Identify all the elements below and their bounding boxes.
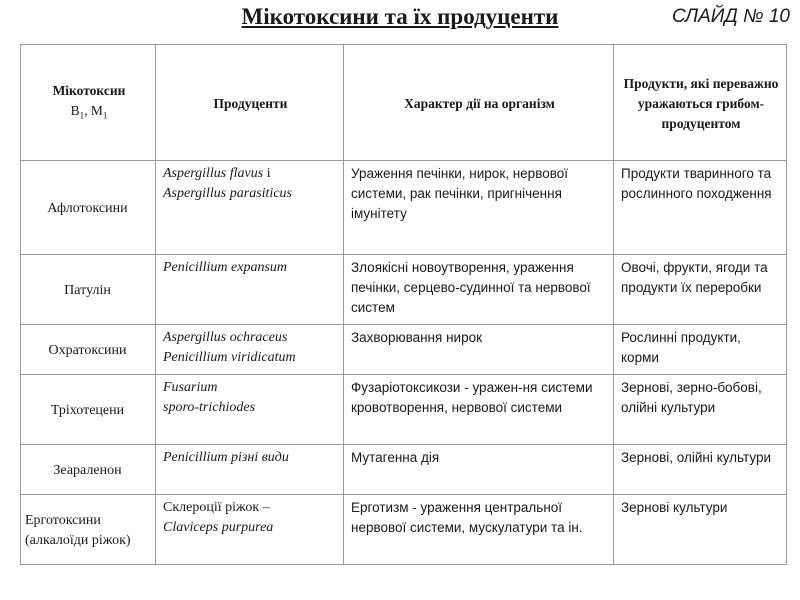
producer-conjunction: і xyxy=(263,166,271,181)
header-mycotoxin-label: Мікотоксин xyxy=(52,83,126,99)
producer-name: Penicillium expansum xyxy=(163,260,288,275)
effect-cell: Захворювання нирок xyxy=(344,325,614,375)
table-row xyxy=(21,255,787,325)
products-cell: Зернові, зерно-бобові, олійні культури xyxy=(614,375,787,445)
products-cell: Продукти тваринного та рослинного походження xyxy=(614,161,787,255)
toxin-name: Зеараленон xyxy=(21,445,156,495)
header-producers: Продуценти xyxy=(156,45,344,161)
table-row xyxy=(21,495,787,565)
slide-title: Мікотоксини та їх продуценти xyxy=(241,4,559,29)
products-cell: Зернові культури xyxy=(614,495,787,565)
producer-name: sporo-trichiodes xyxy=(163,400,256,415)
header-effect: Характер дії на організм xyxy=(344,45,614,161)
table-row xyxy=(21,325,787,375)
producer-name: Claviceps purpurea xyxy=(163,520,274,535)
slide-number: СЛАЙД № 10 xyxy=(671,6,790,27)
effect-cell: Ураження печінки, нирок, нервової системи, рак печінки, пригнічення імунітету xyxy=(344,161,614,255)
producer-cell xyxy=(156,495,344,565)
producer-cell xyxy=(156,255,344,325)
producer-name: Aspergillus ochraceus xyxy=(163,330,288,345)
products-cell: Зернові, олійні культури xyxy=(614,445,787,495)
toxin-name: Ерготоксини (алкалоїди ріжок) xyxy=(21,495,156,565)
mycotoxin-table xyxy=(20,44,787,565)
producer-cell xyxy=(156,161,344,255)
producer-cell xyxy=(156,445,344,495)
header-products: Продукти, які переважно уражаються грибом-продуцентом xyxy=(614,45,787,161)
producer-name: Fusarium xyxy=(163,380,218,395)
effect-cell: Фузаріотоксикози - уражен-ня системи кровотворення, нервової системи xyxy=(344,375,614,445)
toxin-name: Тріхотецени xyxy=(21,375,156,445)
header-mycotoxin-sub: $B_1$, $M_1$ xyxy=(70,103,108,121)
producer-name: Aspergillus flavus xyxy=(163,166,264,181)
producer-name: Aspergillus parasiticus xyxy=(163,186,292,201)
toxin-name: Патулін xyxy=(21,255,156,325)
producer-name: Склероції ріжок – xyxy=(163,500,270,515)
table-row xyxy=(21,445,787,495)
header-mycotoxin xyxy=(21,45,156,161)
table-header-row xyxy=(21,45,787,161)
table-row xyxy=(21,161,787,255)
effect-cell: Мутагенна дія xyxy=(344,445,614,495)
toxin-name: Афлотоксини xyxy=(21,161,156,255)
effect-cell: Ерготизм - ураження центральної нервової системи, мускулатури та ін. xyxy=(344,495,614,565)
effect-cell: Злоякісні новоутворення, ураження печінки, серцево-судинної та нервової систем xyxy=(344,255,614,325)
table-row xyxy=(21,375,787,445)
producer-cell xyxy=(156,325,344,375)
producer-name: Penicillium різні види xyxy=(163,450,289,465)
toxin-name: Охратоксини xyxy=(21,325,156,375)
producer-name: Penicillium viridicatum xyxy=(163,350,296,365)
products-cell: Овочі, фрукти, ягоди та продукти їх переробки xyxy=(614,255,787,325)
producer-cell xyxy=(156,375,344,445)
products-cell: Рослинні продукти, корми xyxy=(614,325,787,375)
